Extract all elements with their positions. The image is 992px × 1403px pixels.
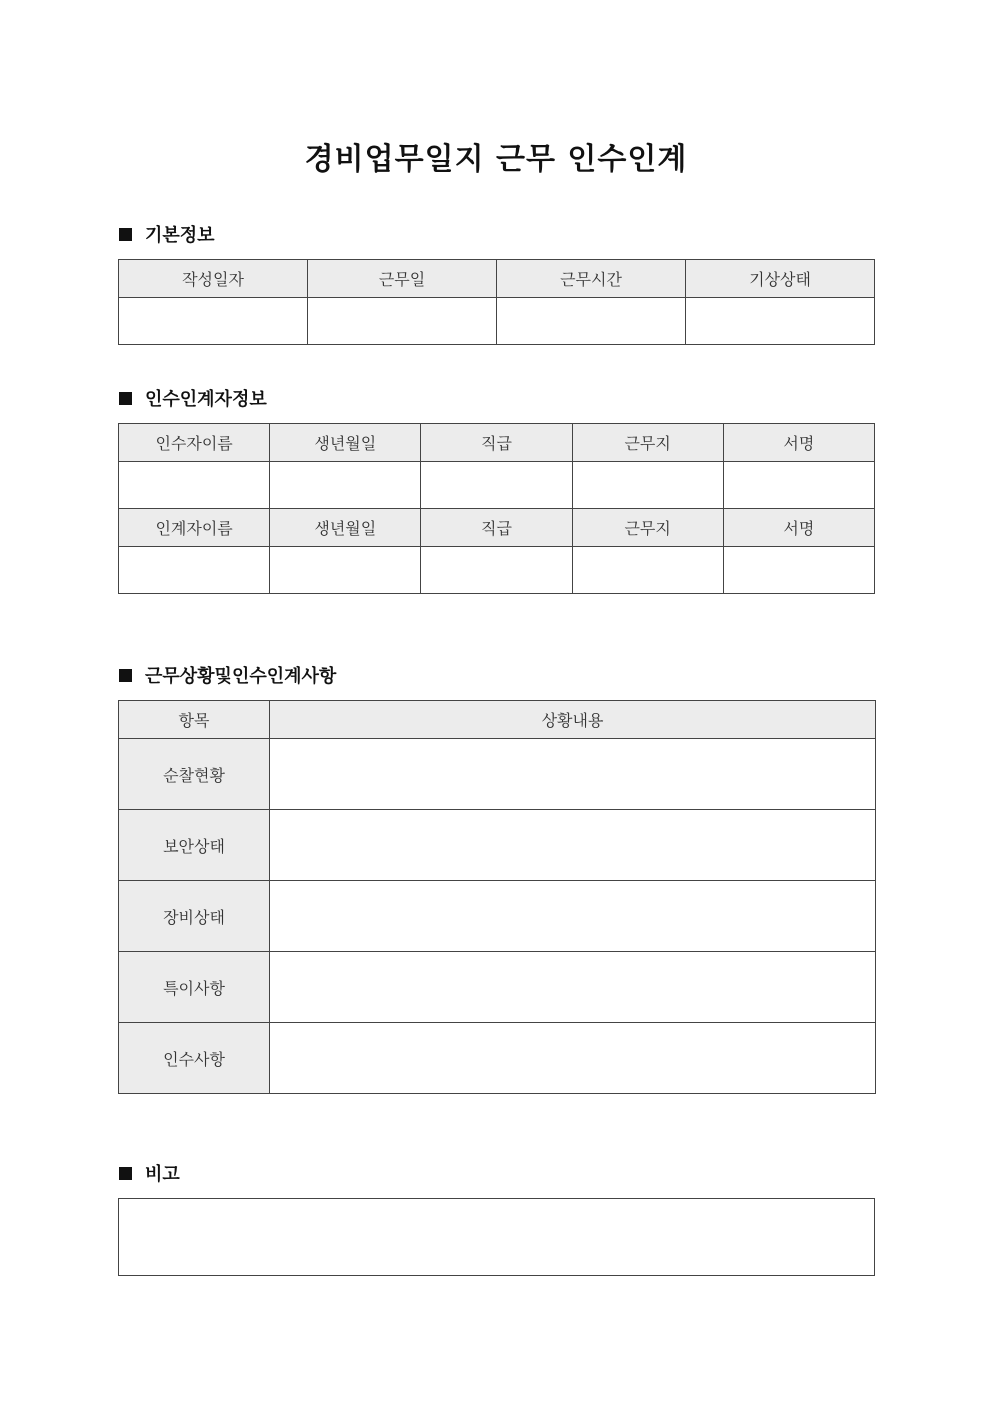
receiver-signature-cell[interactable] <box>723 462 874 509</box>
receiver-workplace-cell[interactable] <box>572 462 723 509</box>
column-header-giver-name: 인계자이름 <box>119 509 270 547</box>
section-heading-work-status <box>119 663 336 687</box>
basic-info-table <box>118 259 875 345</box>
row-label-security-status: 보안상태 <box>119 810 270 881</box>
equipment-status-content-cell[interactable] <box>270 881 876 952</box>
remarks-table <box>118 1198 875 1276</box>
receiver-rank-cell[interactable] <box>421 462 572 509</box>
giver-signature-cell[interactable] <box>723 547 874 594</box>
section-heading-basic-info <box>119 222 215 246</box>
column-header-item: 항목 <box>119 701 270 739</box>
column-header-rank: 직급 <box>421 424 572 462</box>
column-header-work-time: 근무시간 <box>497 260 686 298</box>
column-header-write-date: 작성일자 <box>119 260 308 298</box>
giver-workplace-cell[interactable] <box>572 547 723 594</box>
column-header-content: 상황내용 <box>270 701 876 739</box>
giver-birthdate-cell[interactable] <box>270 547 421 594</box>
giver-rank-cell[interactable] <box>421 547 572 594</box>
section-heading-label: 인수인계자정보 <box>145 389 267 410</box>
row-label-patrol-status: 순찰현황 <box>119 739 270 810</box>
column-header-receiver-name: 인수자이름 <box>119 424 270 462</box>
column-header-work-day: 근무일 <box>308 260 497 298</box>
column-header-birthdate: 생년월일 <box>270 424 421 462</box>
section-heading-remarks <box>119 1161 180 1185</box>
section-heading-handover-persons <box>119 386 267 410</box>
column-header-signature: 서명 <box>723 424 874 462</box>
column-header-rank: 직급 <box>421 509 572 547</box>
column-header-signature: 서명 <box>723 509 874 547</box>
column-header-weather: 기상상태 <box>686 260 875 298</box>
square-bullet-icon <box>119 669 132 682</box>
remarks-content-cell[interactable] <box>119 1199 875 1276</box>
work-status-table <box>118 700 876 1094</box>
weather-cell[interactable] <box>686 298 875 345</box>
patrol-status-content-cell[interactable] <box>270 739 876 810</box>
row-label-handover-items: 인수사항 <box>119 1023 270 1094</box>
row-label-equipment-status: 장비상태 <box>119 881 270 952</box>
column-header-workplace: 근무지 <box>572 509 723 547</box>
square-bullet-icon <box>119 228 132 241</box>
section-heading-label: 기본정보 <box>145 225 215 246</box>
column-header-birthdate: 생년월일 <box>270 509 421 547</box>
special-notes-content-cell[interactable] <box>270 952 876 1023</box>
security-status-content-cell[interactable] <box>270 810 876 881</box>
giver-name-cell[interactable] <box>119 547 270 594</box>
section-heading-label: 근무상황및인수인계사항 <box>145 666 337 687</box>
work-time-cell[interactable] <box>497 298 686 345</box>
section-heading-label: 비고 <box>145 1164 180 1185</box>
handover-persons-table <box>118 423 875 594</box>
work-day-cell[interactable] <box>308 298 497 345</box>
receiver-name-cell[interactable] <box>119 462 270 509</box>
row-label-special-notes: 특이사항 <box>119 952 270 1023</box>
column-header-workplace: 근무지 <box>572 424 723 462</box>
receiver-birthdate-cell[interactable] <box>270 462 421 509</box>
square-bullet-icon <box>119 1167 132 1180</box>
square-bullet-icon <box>119 392 132 405</box>
handover-items-content-cell[interactable] <box>270 1023 876 1094</box>
write-date-cell[interactable] <box>119 298 308 345</box>
page-title: 경비업무일지 근무 인수인계 <box>304 142 688 177</box>
